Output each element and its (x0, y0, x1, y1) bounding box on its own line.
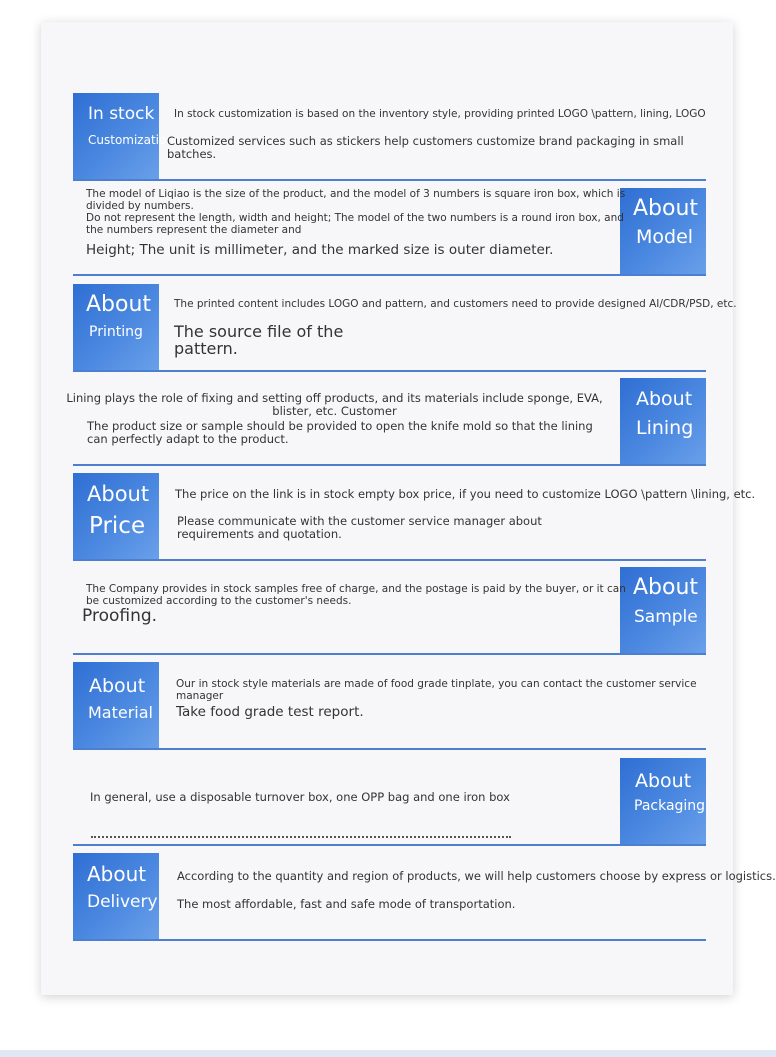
packaging-title: About (635, 770, 692, 792)
packaging-tile (620, 758, 706, 844)
packaging-subtitle: Packaging (634, 798, 706, 814)
section-material (73, 662, 706, 750)
sample-line-1: The Company provides in stock samples free of charge, and the postage is paid by the buyer, or it can be customized according to the customer's needs. (86, 583, 626, 607)
printing-tile (73, 284, 159, 370)
lining-tile (620, 378, 706, 464)
packaging-line-1: In general, use a disposable turnover box, one OPP bag and one iron box (90, 790, 510, 804)
lining-line-1: Lining plays the role of fixing and setting off products, and its materials include sponge, EVA, blister, etc. Customer (66, 391, 603, 418)
info-card (41, 22, 776, 995)
material-title: About (89, 675, 146, 697)
lining-line-2: The product size or sample should be provided to open the knife mold so that the lining can perfectly adapt to the product. (87, 419, 593, 446)
model-subtitle: Model (636, 226, 694, 248)
sample-title: About (633, 575, 699, 600)
model-tile (620, 188, 706, 274)
delivery-subtitle: Delivery (87, 892, 158, 912)
customization-tile (73, 93, 174, 179)
customization-line-1: In stock customization is based on the inventory style, providing printed LOGO \pattern, lining, LOGO (174, 108, 706, 120)
section-delivery (73, 853, 776, 941)
delivery-title: About (87, 862, 147, 886)
section-price (73, 473, 756, 561)
bottom-band (0, 1050, 776, 1057)
printing-subtitle: Printing (89, 324, 143, 340)
section-model (73, 188, 706, 276)
printing-title: About (86, 292, 152, 317)
packaging-divider (91, 836, 511, 838)
price-line-2: Please communicate with the customer service manager about requirements and quotation. (177, 514, 542, 541)
model-line-2: Height; The unit is millimeter, and the marked size is outer diameter. (86, 242, 554, 258)
customization-line-2: Customized services such as stickers help customers customize brand packaging in small batches. (167, 134, 684, 161)
price-title: About (87, 482, 150, 506)
price-subtitle: Price (89, 513, 146, 539)
material-tile (73, 662, 159, 748)
sample-line-2: Proofing. (82, 606, 158, 626)
model-title: About (633, 196, 699, 221)
sample-tile (620, 567, 706, 653)
delivery-line-2: The most affordable, fast and safe mode of transportation. (177, 897, 516, 911)
material-line-2: Take food grade test report. (176, 704, 364, 720)
section-customization (73, 93, 706, 181)
price-tile (73, 473, 159, 559)
section-packaging (73, 758, 706, 846)
section-lining (66, 378, 706, 466)
material-line-1: Our in stock style materials are made of food grade tinplate, you can contact the customer service manager (176, 678, 697, 702)
section-printing (73, 284, 737, 372)
customization-subtitle: Customization (88, 133, 174, 147)
delivery-line-1: According to the quantity and region of products, we will help customers choose by express or logistics. (177, 869, 776, 883)
material-subtitle: Material (88, 703, 153, 722)
lining-subtitle: Lining (636, 417, 694, 439)
lining-title: About (636, 388, 693, 410)
printing-line-1: The printed content includes LOGO and pattern, and customers need to provide designed AI/CDR/PSD, etc. (174, 298, 737, 310)
price-line-1: The price on the link is in stock empty box price, if you need to customize LOGO \pattern \lining, etc. (175, 487, 756, 501)
delivery-tile (73, 853, 159, 939)
sample-subtitle: Sample (634, 607, 698, 627)
customization-title: In stock (88, 104, 155, 124)
section-sample (73, 567, 706, 655)
printing-line-2: The source file of the pattern. (174, 322, 344, 358)
model-line-1: The model of Liqiao is the size of the product, and the model of 3 numbers is square iron box, which is divided by numbers. Do not represent the length, width and height; The model of the two numbers is a round iron box, and the numbers represent the diameter and (86, 188, 626, 236)
